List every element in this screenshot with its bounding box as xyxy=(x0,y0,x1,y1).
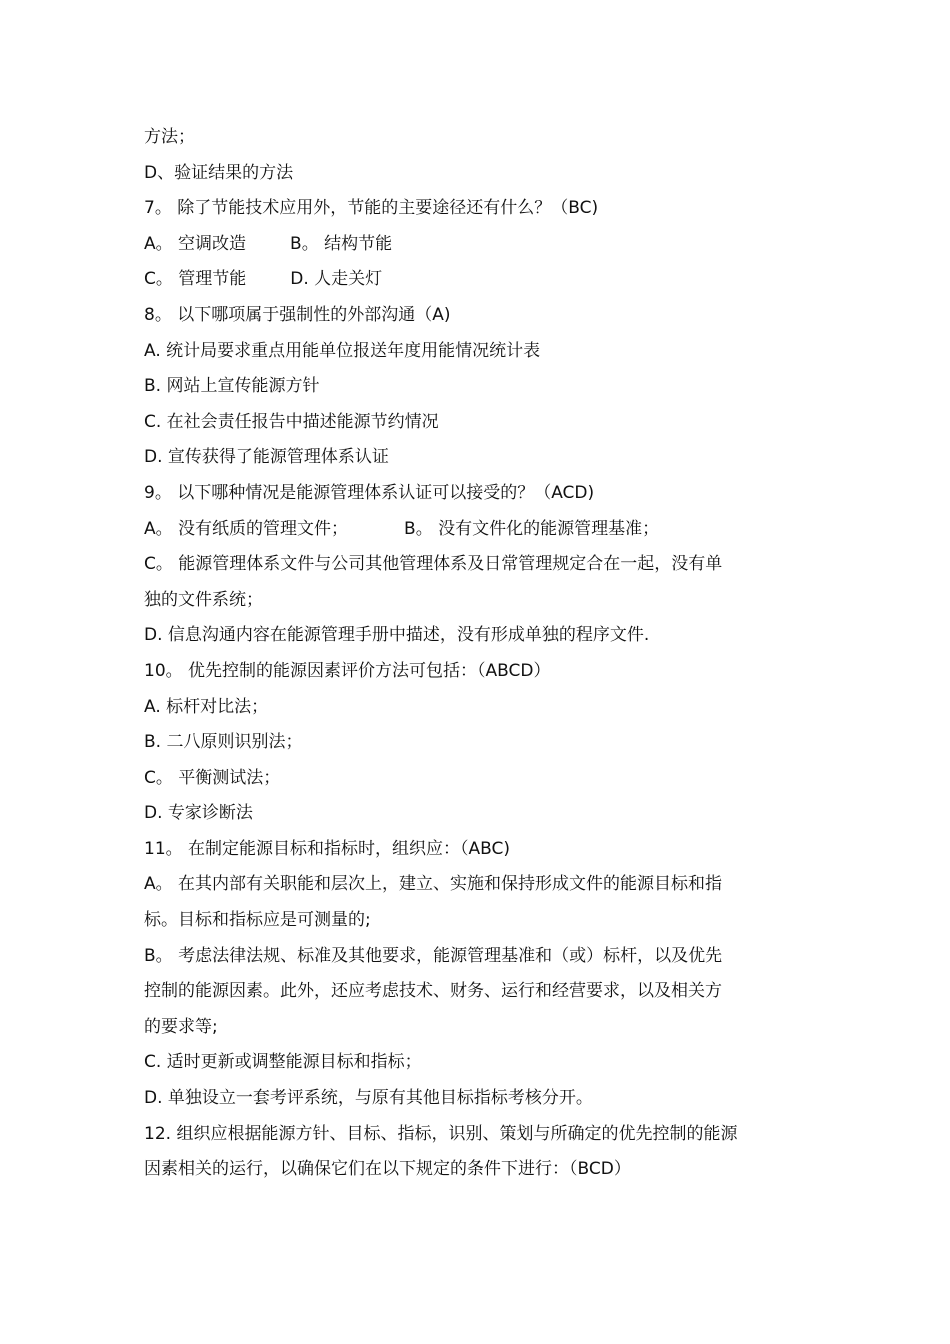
question-10: 10。 优先控制的能源因素评价方法可包括：（ABCD） xyxy=(144,660,551,681)
text-line: 方法； xyxy=(144,127,195,147)
question-9: 9。 以下哪种情况是能源管理体系认证可以接受的？（ACD) xyxy=(144,482,595,503)
option-a: A. 统计局要求重点用能单位报送年度用能情况统计表 xyxy=(144,340,541,361)
option-a: A。 空调改造 xyxy=(144,233,247,254)
option-c: C。 能源管理体系文件与公司其他管理体系及日常管理规定合在一起，没有单 xyxy=(144,554,723,575)
option-d: D. 人走关灯 xyxy=(290,269,383,290)
question-12-continued: 因素相关的运行，以确保它们在以下规定的条件下进行：（BCD） xyxy=(144,1159,631,1180)
option-b: B. 二八原则识别法； xyxy=(144,732,303,753)
option-c: C. 适时更新或调整能源目标和指标； xyxy=(144,1052,422,1073)
question-11: 11。 在制定能源目标和指标时，组织应：（ABC) xyxy=(144,838,511,859)
option-a-continued: 标。目标和指标应是可测量的; xyxy=(144,910,371,931)
question-7-options-ab xyxy=(144,227,814,263)
option-d: D. 专家诊断法 xyxy=(144,803,253,824)
option-a: A。 没有纸质的管理文件； xyxy=(144,518,349,539)
question-12: 12. 组织应根据能源方针、目标、指标，识别、策划与所确定的优先控制的能源 xyxy=(144,1123,738,1144)
option-b: B. 网站上宣传能源方针 xyxy=(144,376,320,397)
question-8: 8。 以下哪项属于强制性的外部沟通（A) xyxy=(144,304,451,325)
option-d: D. 信息沟通内容在能源管理手册中描述，没有形成单独的程序文件. xyxy=(144,625,650,646)
option-a: A. 标杆对比法； xyxy=(144,696,269,717)
document-body xyxy=(144,120,814,1188)
option-b: B。 考虑法律法规、标准及其他要求，能源管理基准和（或）标杆，以及优先 xyxy=(144,945,723,966)
option-d: D、验证结果的方法 xyxy=(144,162,294,183)
option-d: D. 单独设立一套考评系统，与原有其他目标指标考核分开。 xyxy=(144,1088,593,1109)
option-c: C. 在社会责任报告中描述能源节约情况 xyxy=(144,411,439,432)
option-c-continued: 独的文件系统； xyxy=(144,589,263,610)
option-a: A。 在其内部有关职能和层次上，建立、实施和保持形成文件的能源目标和指 xyxy=(144,874,723,895)
option-b: B。 结构节能 xyxy=(290,233,393,254)
option-b-continued: 的要求等; xyxy=(144,1016,218,1037)
option-b-continued: 控制的能源因素。此外，还应考虑技术、财务、运行和经营要求，以及相关方 xyxy=(144,981,722,1002)
question-9-options-ab xyxy=(144,512,814,548)
option-c: C。 管理节能 xyxy=(144,269,247,290)
option-d: D. 宣传获得了能源管理体系认证 xyxy=(144,447,389,468)
option-c: C。 平衡测试法； xyxy=(144,767,281,788)
option-b: B。 没有文件化的能源管理基准； xyxy=(404,518,660,539)
question-7: 7。 除了节能技术应用外，节能的主要途径还有什么？（BC) xyxy=(144,198,599,219)
question-7-options-cd xyxy=(144,262,814,298)
